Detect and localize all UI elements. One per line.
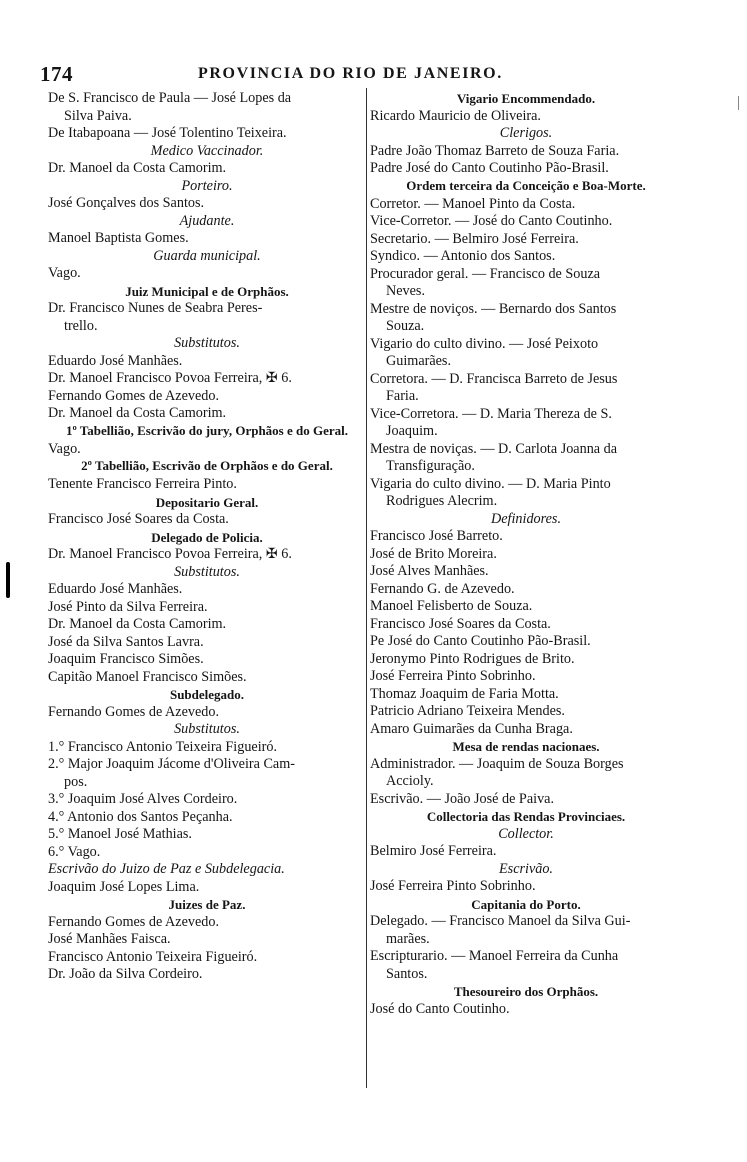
section-subheading: Clerigos. [499, 125, 553, 141]
entry-line: Francisco José Soares da Costa. [370, 615, 551, 632]
entry-line: Jeronymo Pinto Rodrigues de Brito. [370, 650, 575, 667]
entry-line: Santos. [386, 965, 428, 982]
entry-line: Vice-Corretora. — D. Maria Thereza de S. [370, 405, 612, 422]
entry-line: Padre João Thomaz Barreto de Souza Faria. [370, 142, 620, 159]
entry-line: Joaquim Francisco Simões. [48, 651, 204, 667]
section-heading: 2º Tabellião, Escrivão de Orphãos e do Geral. [81, 458, 333, 473]
entry-line: Syndico. — Antonio dos Santos. [370, 248, 556, 264]
entry-line: Mestre de noviços. — Bernardo dos Santos [370, 300, 617, 317]
page-title: PROVINCIA DO RIO DE JANEIRO. [198, 65, 503, 82]
section-heading: Juiz Municipal e de Orphãos. [125, 283, 289, 299]
entry-line: Patricio Adriano Teixeira Mendes. [370, 703, 565, 719]
entry-line: Vago. [48, 265, 81, 281]
entry-line: Ricardo Mauricio de Oliveira. [370, 107, 541, 124]
entry-line: Eduardo José Manhães. [48, 352, 183, 369]
section-heading: Mesa de rendas nacionaes. [452, 739, 600, 754]
entry-line: Francisco José Soares da Costa. [48, 511, 229, 527]
section-subheading: Ajudante. [179, 212, 235, 229]
entry-line: Francisco José Barreto. [370, 528, 503, 544]
entry-line: Capitão Manoel Francisco Simões. [48, 668, 247, 685]
section-subheading: Substitutos. [174, 563, 240, 580]
entry-line: Secretario. — Belmiro José Ferreira. [370, 230, 579, 247]
section-subheading: Definidores. [490, 510, 561, 527]
entry-line: Administrador. — Joaquim de Souza Borges [370, 755, 624, 772]
entry-line: Dr. Manoel da Costa Camorim. [48, 160, 227, 176]
section-heading: 1º Tabellião, Escrivão do jury, Orphãos e do Geral. [65, 422, 348, 438]
entry-line: Mestra de noviças. — D. Carlota Joanna da [370, 440, 618, 457]
section-heading: Thesoureiro dos Orphãos. [453, 984, 599, 999]
entry-line: Pe José do Canto Coutinho Pão-Brasil. [370, 633, 591, 649]
entry-line: Faria. [386, 388, 419, 404]
entry-line: Fernando G. de Azevedo. [370, 580, 515, 597]
margin-tick [738, 96, 739, 110]
entry-line: Souza. [386, 318, 425, 334]
entry-line: José de Brito Moreira. [370, 545, 497, 562]
entry-line: 2.° Major Joaquim Jácome d'Oliveira Cam- [48, 756, 295, 772]
entry-line: José Manhães Faisca. [48, 931, 171, 947]
entry-line: Delegado. — Francisco Manoel da Silva Gui- [370, 913, 631, 929]
entry-line: 4.° Antonio dos Santos Peçanha. [48, 808, 233, 825]
entry-line: Fernando Gomes de Azevedo. [48, 703, 219, 720]
entry-line: pos. [64, 773, 88, 790]
section-subheading: Porteiro. [181, 177, 233, 194]
entry-line: Dr. Manoel Francisco Povoa Ferreira, ✠ 6. [48, 370, 292, 386]
entry-line: Corretor. — Manoel Pinto da Costa. [370, 195, 576, 212]
entry-line: marães. [386, 930, 430, 947]
entry-line: 3.° Joaquim José Alves Cordeiro. [48, 791, 238, 807]
page-number: 174 [40, 62, 73, 86]
entry-line: José Gonçalves dos Santos. [48, 195, 205, 211]
entry-line: Belmiro José Ferreira. [370, 843, 497, 859]
margin-mark [6, 562, 10, 598]
entry-line: Escripturario. — Manoel Ferreira da Cunha [370, 948, 619, 964]
entry-line: José Ferreira Pinto Sobrinho. [370, 878, 536, 894]
entry-line: Fernando Gomes de Azevedo. [48, 387, 219, 404]
entry-line: Vigario do culto divino. — José Peixoto [370, 335, 599, 352]
entry-line: Eduardo José Manhães. [48, 581, 183, 597]
left-column [48, 90, 366, 984]
entry-line: Neves. [386, 283, 426, 299]
entry-line: José do Canto Coutinho. [370, 1000, 510, 1017]
entry-line: Dr. João da Silva Cordeiro. [48, 966, 203, 982]
entry-line: Transfiguração. [386, 458, 475, 474]
entry-line: Padre José do Canto Coutinho Pão-Brasil. [370, 160, 609, 176]
entry-line: Manoel Felisberto de Souza. [370, 598, 533, 614]
entry-line: Dr. Manoel da Costa Camorim. [48, 616, 227, 632]
entry-line: 5.° Manoel José Mathias. [48, 826, 192, 842]
entry-line: Silva Paiva. [64, 107, 132, 124]
section-subheading: Substitutos. [174, 721, 240, 737]
entry-line: José Ferreira Pinto Sobrinho. [370, 668, 536, 684]
page-header [40, 62, 580, 84]
entry-line: Vigaria do culto divino. — D. Maria Pinto [370, 475, 611, 492]
section-heading: Juizes de Paz. [168, 897, 246, 912]
section-heading: Subdelegado. [169, 687, 245, 702]
section-subheading: Substitutos. [174, 335, 240, 351]
entry-line: De S. Francisco de Paula — José Lopes da [48, 90, 292, 106]
section-heading: Capitania do Porto. [471, 896, 581, 912]
column-divider [366, 88, 367, 1088]
entry-line: José da Silva Santos Lavra. [48, 633, 204, 650]
section-heading: Collectoria das Rendas Provinciaes. [426, 809, 626, 824]
section-heading: Depositario Geral. [155, 494, 259, 510]
section-subheading: Guarda municipal. [153, 247, 261, 264]
entry-line: José Pinto da Silva Ferreira. [48, 598, 208, 615]
entry-line: 1.° Francisco Antonio Teixeira Figueiró. [48, 738, 278, 755]
section-subheading: Escrivão do Juizo de Paz e Subdelegacia. [48, 861, 285, 877]
entry-line: trello. [64, 317, 98, 334]
section-subheading: Escrivão. [499, 860, 553, 877]
entry-line: Joaquim José Lopes Lima. [48, 878, 200, 895]
entry-line: Rodrigues Alecrim. [386, 493, 498, 509]
entry-line: Procurador geral. — Francisco de Souza [370, 265, 601, 282]
entry-line: Guimarães. [386, 353, 452, 369]
entry-line: Thomaz Joaquim de Faria Motta. [370, 685, 559, 702]
entry-line: 6.° Vago. [48, 843, 101, 860]
entry-line: Dr. Manoel Francisco Povoa Ferreira, ✠ 6. [48, 546, 292, 562]
entry-line: Joaquim. [386, 423, 438, 439]
entry-line: Francisco Antonio Teixeira Figueiró. [48, 948, 258, 965]
entry-line: Accioly. [386, 773, 434, 789]
entry-line: Escrivão. — João José de Paiva. [370, 790, 555, 807]
entry-line: Tenente Francisco Ferreira Pinto. [48, 476, 237, 492]
entry-line: Manoel Baptista Gomes. [48, 230, 189, 246]
entry-line: Dr. Francisco Nunes de Seabra Peres- [48, 300, 263, 316]
section-subheading: Medico Vaccinador. [150, 142, 264, 159]
entry-line: Fernando Gomes de Azevedo. [48, 913, 219, 930]
entry-line: Corretora. — D. Francisca Barreto de Jesus [370, 370, 618, 387]
section-heading: Delegado de Policia. [151, 529, 263, 545]
entry-line: José Alves Manhães. [370, 563, 489, 579]
entry-line: Vago. [48, 440, 81, 457]
right-column [370, 90, 682, 1018]
entry-line: De Itabapoana — José Tolentino Teixeira. [48, 125, 287, 141]
section-subheading: Collector. [498, 825, 554, 842]
section-heading: Ordem terceira da Conceição e Boa-Morte. [406, 177, 646, 193]
entry-line: Amaro Guimarães da Cunha Braga. [370, 720, 573, 737]
entry-line: Vice-Corretor. — José do Canto Coutinho. [370, 213, 613, 229]
entry-line: Dr. Manoel da Costa Camorim. [48, 405, 227, 421]
section-heading: Vigario Encommendado. [456, 91, 596, 106]
